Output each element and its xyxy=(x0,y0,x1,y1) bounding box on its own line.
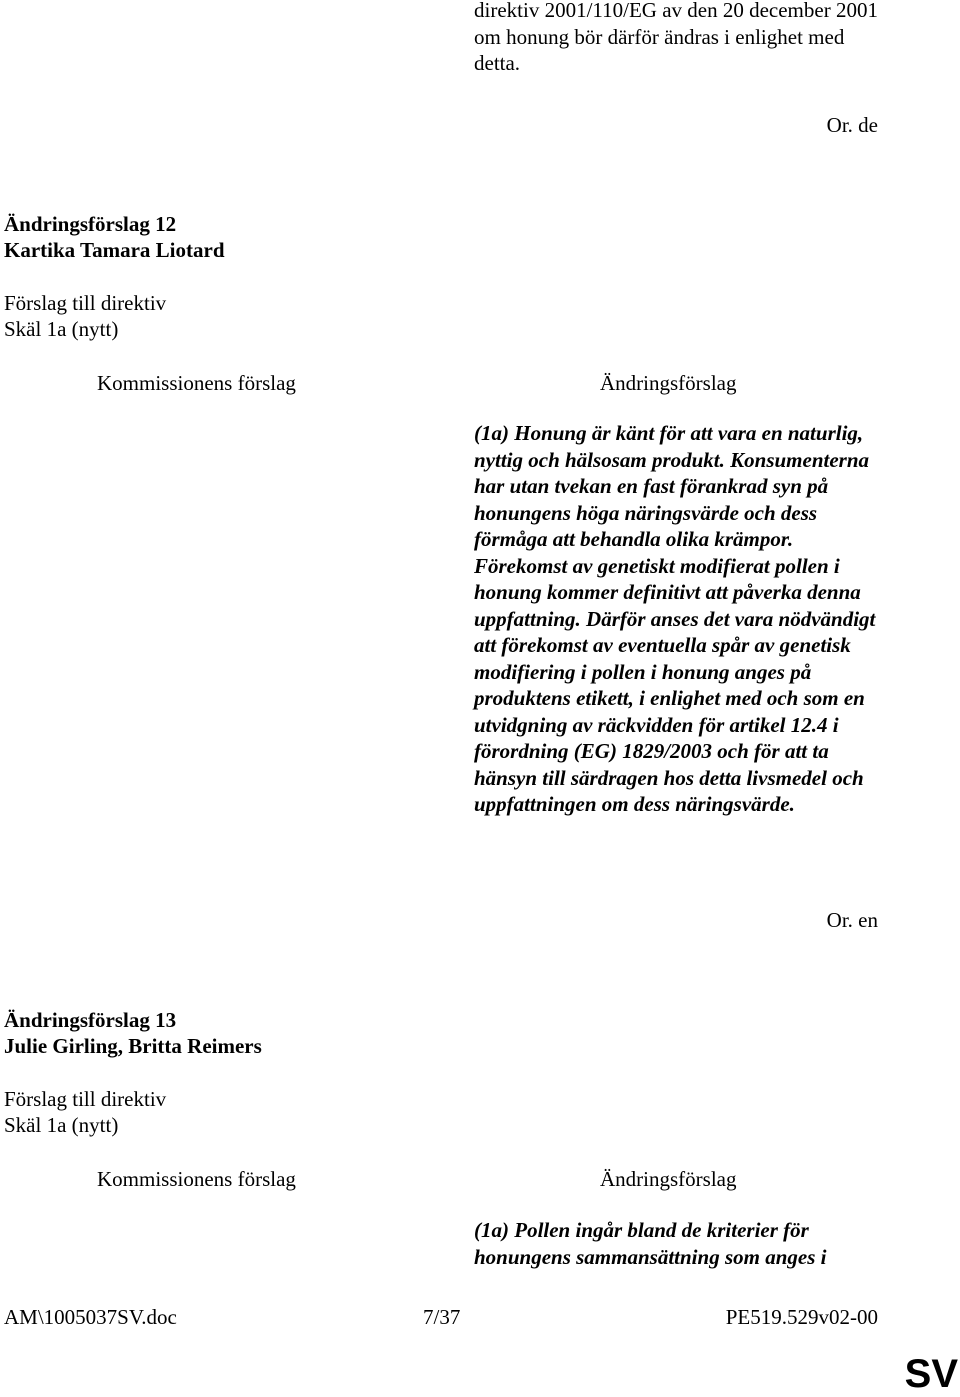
amendment-number: Ändringsförslag 13 xyxy=(4,1008,177,1032)
column-header-amendment: Ändringsförslag xyxy=(600,1167,737,1191)
footer-document-reference: AM\1005037SV.doc xyxy=(4,1305,177,1329)
amendment-author: Julie Girling, Britta Reimers xyxy=(4,1034,262,1058)
amendment-text: (1a) Honung är känt för att vara en naturlig, nyttig och hälsosam produkt. Konsumenterna har utan tvekan en fast förankrad syn på honungens höga näringsvärde och dess förmåga att behandla olika krämpor. Förekomst av genetiskt modifierat pollen i honung kommer definitivt att påverka denna uppfattning. Därför anses det vara nödvändigt att förekomst av eventuella spår av genetisk modifiering i pollen i honung anges på produktens etikett, i enlighet med och som en utvidgning av räckvidden för artikel 12.4 i förordning (EG) 1829/2003 och för att ta hänsyn till särdragen hos detta livsmedel och uppfattningen om dess näringsvärde. xyxy=(474,421,876,816)
recital-reference: Skäl 1a (nytt) xyxy=(4,317,119,341)
amendment-text: (1a) Pollen ingår bland de kriterier för honungens sammansättning som anges i xyxy=(474,1218,827,1269)
footer-pe-reference: PE519.529v02-00 xyxy=(725,1305,878,1329)
column-header-amendment: Ändringsförslag xyxy=(600,371,737,395)
proposal-title: Förslag till direktiv xyxy=(4,1087,167,1111)
language-code: SV xyxy=(904,1352,958,1396)
amendment-author: Kartika Tamara Liotard xyxy=(4,238,225,262)
recital-reference: Skäl 1a (nytt) xyxy=(4,1113,119,1137)
amendment-number: Ändringsförslag 12 xyxy=(4,212,177,236)
column-header-commission: Kommissionens förslag xyxy=(97,1167,296,1191)
original-language-marker: Or. en xyxy=(826,908,878,932)
footer-page-number: 7/37 xyxy=(423,1305,461,1329)
proposal-title: Förslag till direktiv xyxy=(4,291,167,315)
intro-text: direktiv 2001/110/EG av den 20 december 2001 om honung bör därför ändras i enlighet med detta. xyxy=(474,0,878,75)
column-header-commission: Kommissionens förslag xyxy=(97,371,296,395)
original-language-marker: Or. de xyxy=(826,113,878,137)
